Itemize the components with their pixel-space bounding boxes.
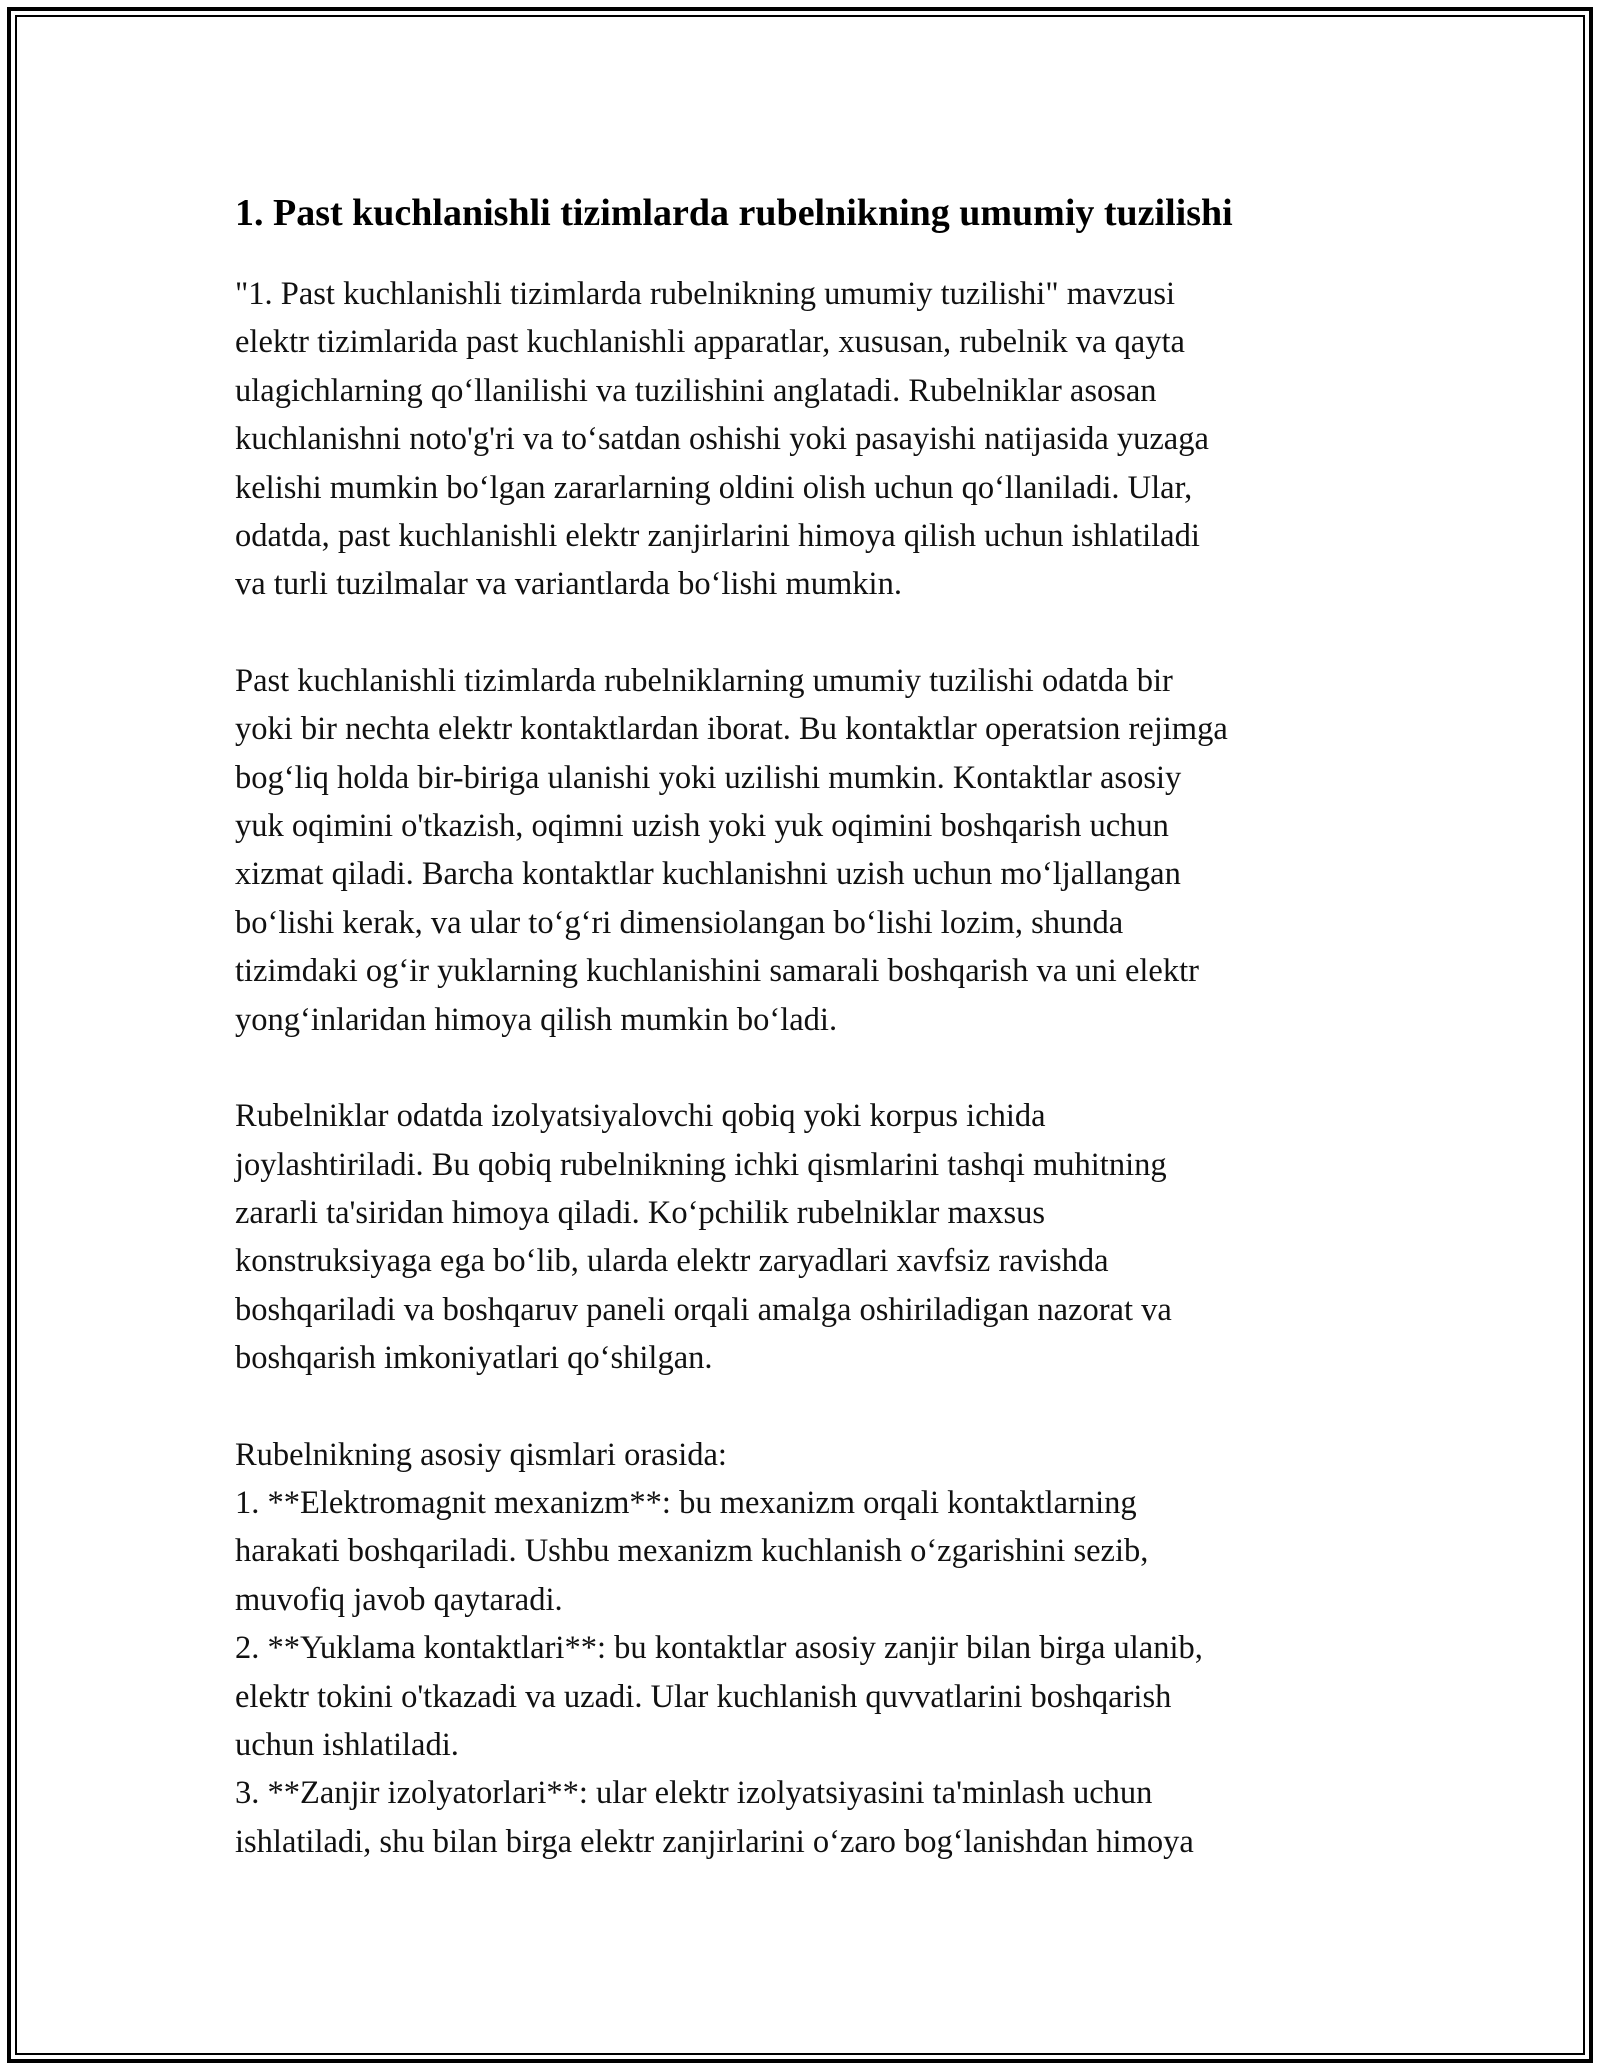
paragraph-introduction: "1. Past kuchlanishli tizimlarda rubelnikning umumiy tuzilishi" mavzusi elektr tizimlarida past kuchlanishli apparatlar, xususan, rubelnik va qayta ulagichlarning qo‘llanilishi va tuzilishini anglatadi. Rubelniklar asosan kuchlanishni noto'g'ri va to‘satdan oshishi yoki pasayishi natijasida yuzaga kelishi mumkin bo‘lgan zararlarning oldini olish uchun qo‘llaniladi. Ular, odatda, past kuchlanishli elektr zanjirlarini himoya qilish uchun ishlatiladi va turli tuzilmalar va variantlarda bo‘lishi mumkin. [235, 276, 1209, 603]
paragraph-enclosure: Rubelniklar odatda izolyatsiyalovchi qobiq yoki korpus ichida joylashtiriladi. Bu qobiq rubelnikning ichki qismlarini tashqi muhitning zararli ta'siridan himoya qiladi. Ko‘pchilik rubelniklar maxsus konstruksiyaga ega bo‘lib, ularda elektr zaryadlari xavfsiz ravishda boshqariladi va boshqaruv paneli orqali amalga oshiriladigan nazorat va boshqarish imkoniyatlari qo‘shilgan. [235, 1098, 1172, 1377]
paragraph-main-parts-list: Rubelnikning asosiy qismlari orasida: 1. **Elektromagnit mexanizm**: bu mexanizm orqali kontaktlarning harakati boshqariladi. Ushbu mexanizm kuchlanish o‘zgarishini sezib, muvofiq javob qaytaradi. 2. **Yuklama kontaktlari**: bu kontaktlar asosiy zanjir bilan birga ulanib, elektr tokini o'tkazadi va uzadi. Ular kuchlanish quvvatlarini boshqarish uchun ishlatiladi. 3. **Zanjir izolyatorlari**: ular elektr izolyatsiyasini ta'minlash uchun ishlatiladi, shu bilan birga elektr zanjirlarini o‘zaro bog‘lanishdan himoya [235, 1436, 1203, 1860]
paragraph-general-structure: Past kuchlanishli tizimlarda rubelniklarning umumiy tuzilishi odatda bir yoki bir nechta elektr kontaktlardan iborat. Bu kontaktlar operatsion rejimga bog‘liq holda bir-biriga ulanishi yoki uzilishi mumkin. Kontaktlar asosiy yuk oqimini o'tkazish, oqimni uzish yoki yuk oqimini boshqarish uchun xizmat qiladi. Barcha kontaktlar kuchlanishni uzish uchun mo‘ljallangan bo‘lishi kerak, va ular to‘g‘ri dimensiolangan bo‘lishi lozim, shunda tizimdaki og‘ir yuklarning kuchlanishini samarali boshqarish va uni elektr yong‘inlaridan himoya qilish mumkin bo‘ladi. [235, 662, 1228, 1038]
document-title: 1. Past kuchlanishli tizimlarda rubelnikning umumiy tuzilishi [235, 192, 1233, 234]
document-body [235, 184, 1365, 1866]
